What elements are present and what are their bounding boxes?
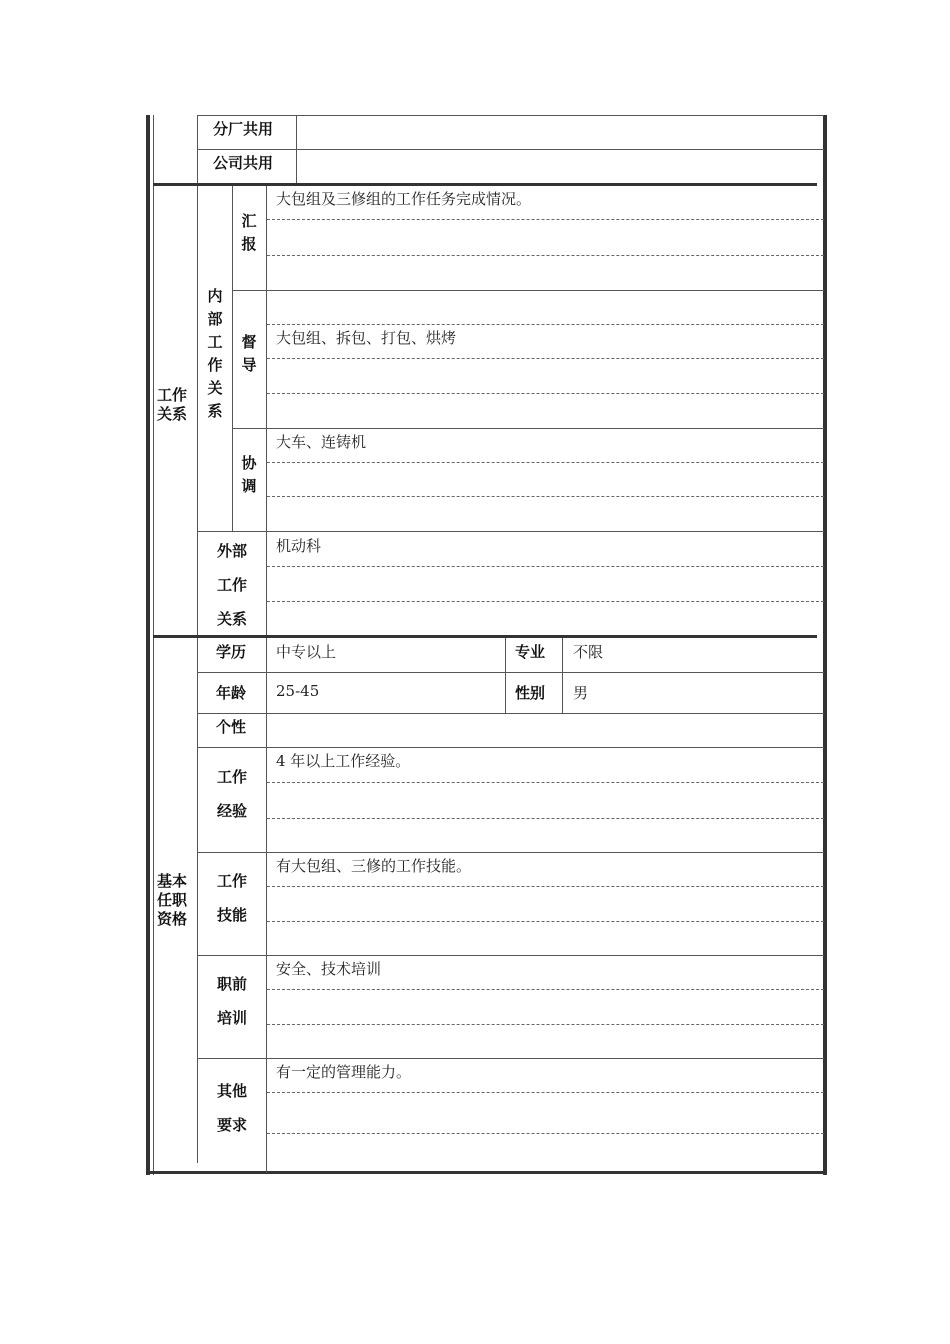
supervise-line-2 <box>267 393 824 394</box>
other-line-2 <box>267 1133 824 1134</box>
frame-top-border <box>197 115 824 116</box>
report-text: 大包组及三修组的工作任务完成情况。 <box>276 190 532 208</box>
training-text: 安全、技术培训 <box>276 960 382 978</box>
supervise-text: 大包组、拆包、打包、烘烤 <box>276 329 457 347</box>
external-text: 机动科 <box>276 537 322 555</box>
gender-label: 性别 <box>515 684 546 702</box>
col-divider-internal <box>232 185 233 531</box>
supervise-line-1 <box>267 358 824 359</box>
skills-text: 有大包组、三修的工作技能。 <box>276 857 472 875</box>
report-line-1 <box>267 219 824 220</box>
row-line-coordinate <box>197 531 824 532</box>
row-line-supervise <box>232 428 824 429</box>
major-value: 不限 <box>573 643 604 661</box>
col-divider-1 <box>197 115 198 1163</box>
other-requirements-label: 其他 要求 <box>216 1082 247 1134</box>
skills-label: 工作 技能 <box>216 872 247 924</box>
experience-label: 工作 经验 <box>216 768 247 820</box>
external-relations-label: 外部 工作 关系 <box>216 542 247 628</box>
skills-line-1 <box>267 886 824 887</box>
age-value: 25-45 <box>276 682 320 700</box>
gender-value: 男 <box>573 684 589 702</box>
other-requirements-text: 有一定的管理能力。 <box>276 1063 412 1081</box>
col-divider-major-label <box>505 637 506 713</box>
report-line-2 <box>267 255 824 256</box>
experience-line-2 <box>267 818 824 819</box>
personality-label: 个性 <box>216 718 247 736</box>
section-divider-qualifications <box>153 635 817 638</box>
row-line-education <box>197 672 824 673</box>
training-line-1 <box>267 989 824 990</box>
row-line-personality <box>197 747 824 748</box>
frame-right-border <box>823 115 827 1175</box>
frame-left-border <box>146 115 150 1175</box>
supervise-label: 督 导 <box>241 333 257 374</box>
col-divider-major-value <box>562 637 563 713</box>
frame-bottom-border <box>150 1171 827 1174</box>
qualifications-label: 基本 任职 资格 <box>156 872 187 928</box>
coordinate-line-2 <box>267 496 824 497</box>
row-line-report <box>232 290 824 291</box>
supervise-line-0 <box>267 324 824 325</box>
row-line-age <box>197 713 824 714</box>
education-value: 中专以上 <box>276 643 337 661</box>
skills-line-2 <box>267 921 824 922</box>
internal-relations-label: 内 部 工 作 关 系 <box>207 287 223 420</box>
frame-left-inner-border <box>153 115 154 1175</box>
coordinate-label: 协 调 <box>241 454 257 495</box>
major-label: 专业 <box>515 643 546 661</box>
coordinate-line-1 <box>267 462 824 463</box>
training-line-2 <box>267 1024 824 1025</box>
section-divider-relations <box>153 183 817 186</box>
external-line-1 <box>267 566 824 567</box>
age-label: 年龄 <box>216 684 247 702</box>
training-label: 职前 培训 <box>216 975 247 1027</box>
row-line-skills <box>197 955 824 956</box>
education-label: 学历 <box>216 643 247 661</box>
company-shared-label: 公司共用 <box>213 154 274 172</box>
experience-line-1 <box>267 782 824 783</box>
row-line-training <box>197 1058 824 1059</box>
branch-shared-label: 分厂共用 <box>213 120 274 138</box>
work-relations-label: 工作 关系 <box>156 386 187 423</box>
coordinate-text: 大车、连铸机 <box>276 433 367 451</box>
other-line-1 <box>267 1092 824 1093</box>
experience-text: 4 年以上工作经验。 <box>276 752 411 770</box>
external-line-2 <box>267 601 824 602</box>
row-line-header-1 <box>197 149 824 150</box>
row-line-experience <box>197 852 824 853</box>
report-label: 汇 报 <box>241 212 257 253</box>
